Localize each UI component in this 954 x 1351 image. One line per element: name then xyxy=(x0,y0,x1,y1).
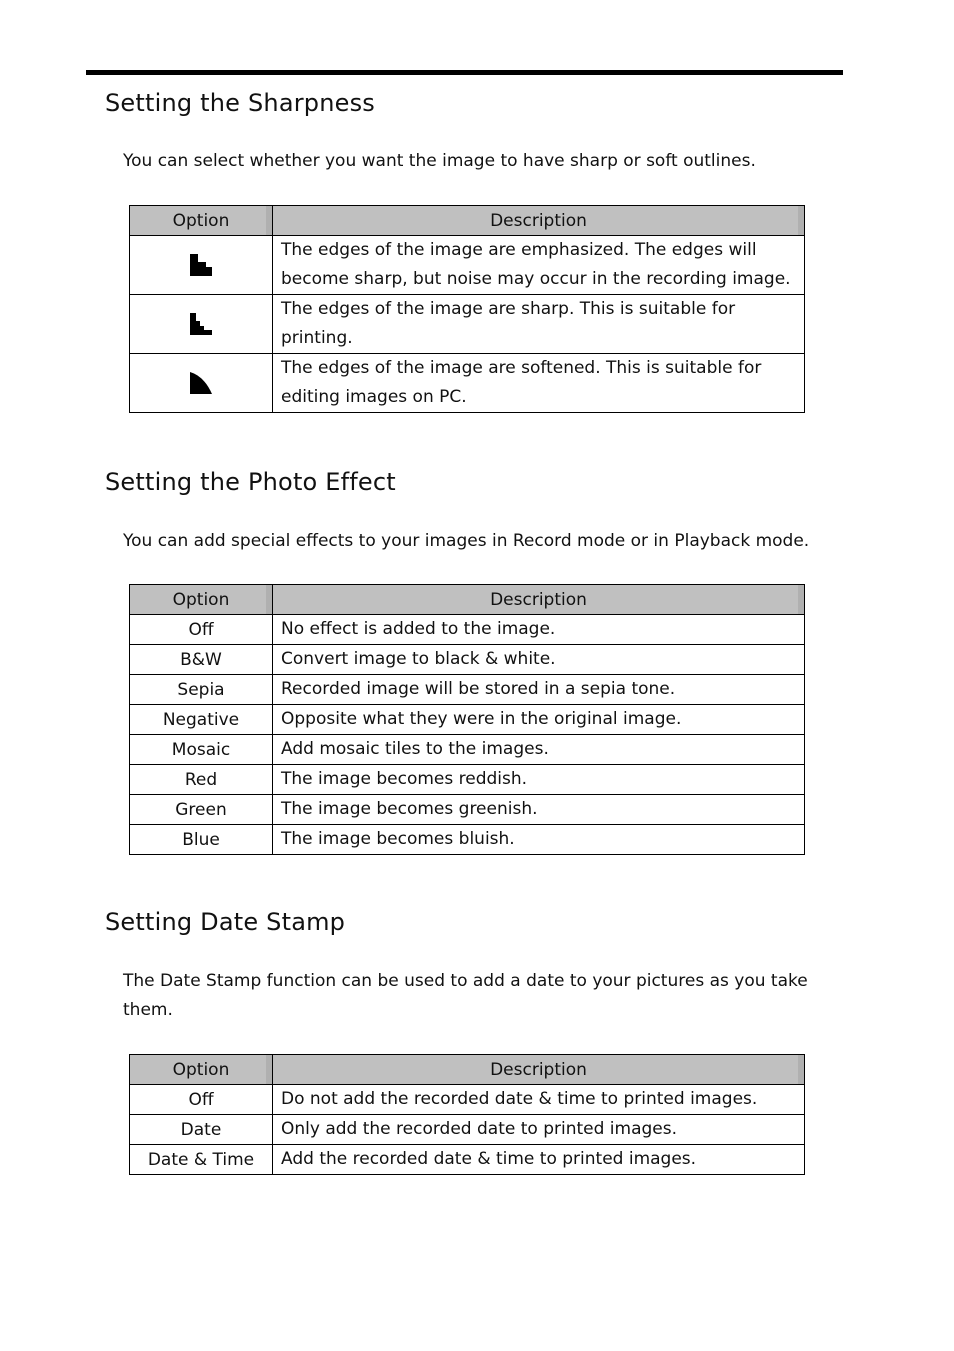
row-description: Add the recorded date & time to printed images. xyxy=(273,1145,805,1175)
table-row xyxy=(130,1115,805,1145)
row-option: Green xyxy=(130,795,273,825)
photo-effect-table xyxy=(129,584,805,855)
table-row xyxy=(130,1085,805,1115)
table-row xyxy=(130,236,805,295)
photo-effect-title: Setting the Photo Effect xyxy=(105,468,396,496)
table-row xyxy=(130,765,805,795)
row-description: The edges of the image are softened. This is suitable for editing images on PC. xyxy=(273,354,805,413)
row-option: Negative xyxy=(130,705,273,735)
row-option: Date & Time xyxy=(130,1145,273,1175)
row-description: The image becomes reddish. xyxy=(273,765,805,795)
sharpness-table xyxy=(129,205,805,413)
date-stamp-title: Setting Date Stamp xyxy=(105,908,346,936)
row-option: Sepia xyxy=(130,675,273,705)
description-header: Description xyxy=(273,206,805,236)
row-option: Red xyxy=(130,765,273,795)
photo-effect-intro: You can add special effects to your images in Record mode or in Playback mode. xyxy=(123,531,810,551)
row-option: Blue xyxy=(130,825,273,855)
top-rule xyxy=(86,70,843,75)
sharpness-intro: You can select whether you want the image to have sharp or soft outlines. xyxy=(123,151,756,171)
description-header: Description xyxy=(273,585,805,615)
option-header: Option xyxy=(130,585,273,615)
row-description: Add mosaic tiles to the images. xyxy=(273,735,805,765)
date-stamp-intro: The Date Stamp function can be used to add a date to your pictures as you take them. xyxy=(123,971,808,1020)
option-header: Option xyxy=(130,206,273,236)
row-description: Convert image to black & white. xyxy=(273,645,805,675)
row-description: No effect is added to the image. xyxy=(273,615,805,645)
table-row xyxy=(130,615,805,645)
table-header xyxy=(130,585,805,615)
row-description: Only add the recorded date to printed images. xyxy=(273,1115,805,1145)
table-row xyxy=(130,825,805,855)
table-header xyxy=(130,206,805,236)
row-description: Do not add the recorded date & time to printed images. xyxy=(273,1085,805,1115)
description-header: Description xyxy=(273,1055,805,1085)
row-description: Opposite what they were in the original image. xyxy=(273,705,805,735)
sharpness-normal-icon xyxy=(130,313,272,335)
row-option: Mosaic xyxy=(130,735,273,765)
sharpness-hard-icon xyxy=(130,254,272,276)
row-description: Recorded image will be stored in a sepia tone. xyxy=(273,675,805,705)
table-header xyxy=(130,1055,805,1085)
row-description: The image becomes bluish. xyxy=(273,825,805,855)
row-option: Date xyxy=(130,1115,273,1145)
table-row xyxy=(130,295,805,354)
row-description: The image becomes greenish. xyxy=(273,795,805,825)
table-row xyxy=(130,1145,805,1175)
row-option: Off xyxy=(130,1085,273,1115)
table-row xyxy=(130,735,805,765)
row-description: The edges of the image are emphasized. The edges will become sharp, but noise may occur in the recording image. xyxy=(273,236,805,295)
sharpness-title: Setting the Sharpness xyxy=(105,89,376,117)
table-row xyxy=(130,354,805,413)
table-row xyxy=(130,705,805,735)
date-stamp-table xyxy=(129,1054,805,1175)
row-description: The edges of the image are sharp. This is suitable for printing. xyxy=(273,295,805,354)
table-row xyxy=(130,645,805,675)
row-option: Off xyxy=(130,615,273,645)
row-option: B&W xyxy=(130,645,273,675)
option-header: Option xyxy=(130,1055,273,1085)
table-row xyxy=(130,675,805,705)
sharpness-soft-icon xyxy=(130,372,272,394)
table-row xyxy=(130,795,805,825)
